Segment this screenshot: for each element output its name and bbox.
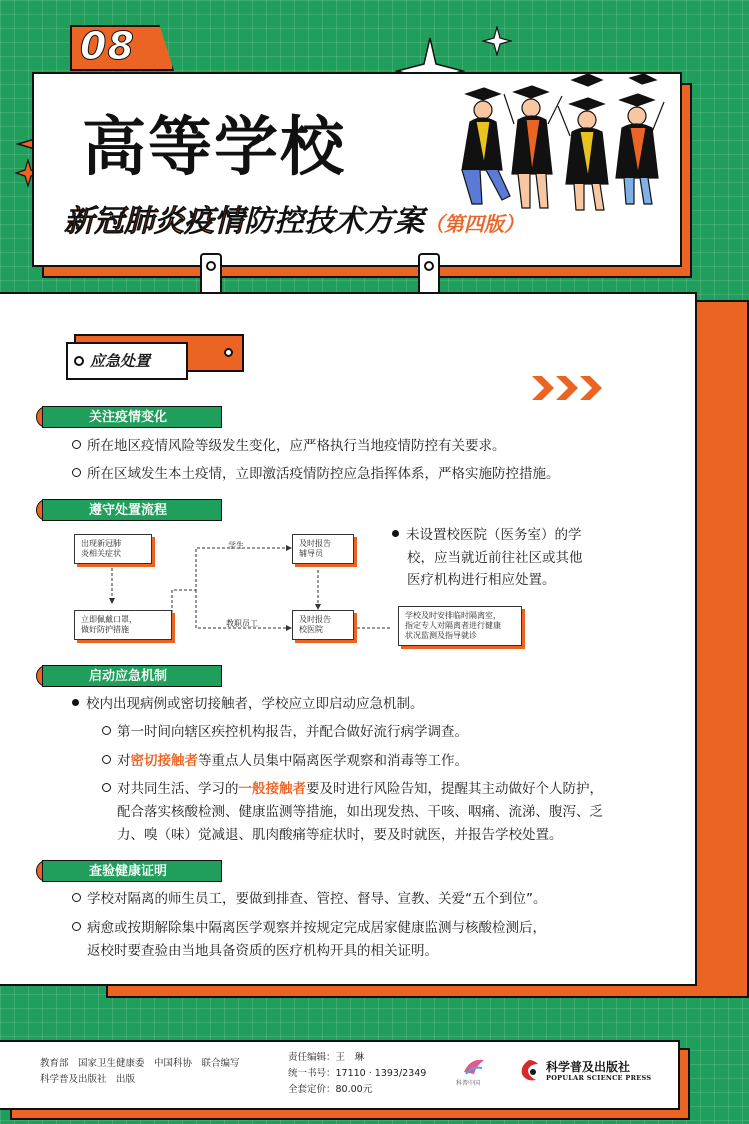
footer-publisher-line: 科学普及出版社 出版: [40, 1074, 136, 1085]
highlight-general-contact: 一般接触者: [238, 781, 306, 797]
list-item: 学校对隔离的师生员工，要做到排查、管控、督导、宣教、关爱“五个到位”。: [72, 889, 547, 909]
list-item-continued: 配合落实核酸检测、健康监测等措施，如出现发热、干咳、咽痛、流涕、腹泻、乏: [117, 804, 603, 820]
bullet-icon: [392, 530, 399, 537]
list-item-continued: 力、嗅（味）觉减退、肌肉酸痛等症状时，要及时就医，并报告学校处置。: [117, 827, 563, 843]
dot-icon: [224, 348, 233, 357]
list-item: 所在区域发生本土疫情，立即激活疫情防控应急指挥体系，严格实施防控措施。: [72, 464, 560, 484]
section-tag: [66, 342, 188, 380]
list-item: 对密切接触者等重点人员集中隔离医学观察和消毒等工作。: [102, 751, 468, 771]
list-item: 病愈或按期解除集中隔离医学观察并按规定完成居家健康监测与核酸检测后，: [72, 918, 546, 938]
flow-label-staff: 教职员工: [226, 619, 258, 628]
ring-icon: [102, 755, 111, 764]
list-item-continued: 返校时要查验由当地具备资质的医疗机构开具的相关证明。: [87, 943, 438, 959]
flow-box-isolation: 学校及时安排临时隔离室， 指定专人对隔离者进行健康 状况监测及指导就诊: [398, 606, 522, 646]
flow-box-mask: 立即佩戴口罩， 做好防护措施: [74, 610, 172, 640]
flow-box-clinic: 及时报告 校医院: [292, 610, 354, 640]
page-title: 高等学校: [82, 111, 346, 185]
subtitle-highlight: 新冠肺炎疫情: [64, 204, 244, 239]
bullet-icon: [72, 699, 79, 706]
graduates-illustration: [452, 74, 670, 212]
kepu-logo-icon: [462, 1056, 486, 1076]
list-item: 第一时间向辖区疾控机构报告，并配合做好流行病学调查。: [102, 722, 468, 742]
ring-icon: [72, 922, 81, 931]
flow-label-student: 学生: [228, 541, 244, 550]
ring-icon: [72, 440, 81, 449]
footer-orgs: 教育部 国家卫生健康委 中国科协 联合编写: [40, 1058, 240, 1069]
publisher-logo-icon: [518, 1058, 540, 1084]
flow-note: 校，应当就近前往社区或其他: [407, 550, 583, 566]
block-heading: 遵守处置流程: [42, 499, 222, 521]
ring-icon: [102, 783, 111, 792]
block-heading: 关注疫情变化: [42, 406, 222, 428]
publisher-name-cn: 科学普及出版社: [546, 1060, 631, 1074]
ring-icon: [72, 468, 81, 477]
list-item: 所在地区疫情风险等级发生变化，应严格执行当地疫情防控有关要求。: [72, 436, 506, 456]
footer-editor: 责任编辑：王 琳: [288, 1052, 365, 1063]
ring-icon: [72, 893, 81, 902]
edition-label: （第四版）: [424, 212, 524, 236]
subtitle-rest: 防控技术方案: [244, 204, 424, 239]
poster-number: 08: [80, 24, 135, 68]
flow-box-symptoms: 出现新冠肺 炎相关症状: [74, 534, 152, 564]
publisher-name-en: POPULAR SCIENCE PRESS: [546, 1074, 652, 1082]
footer-price: 全套定价：80.00元: [288, 1084, 373, 1095]
highlight-close-contact: 密切接触者: [130, 753, 198, 769]
block-heading: 启动应急机制: [42, 665, 222, 687]
footer-book-number: 统一书号：17110 · 1393/2349: [288, 1068, 427, 1079]
list-item: 校内出现病例或密切接触者，学校应立即启动应急机制。: [72, 694, 424, 714]
flow-note: 未设置校医院（医务室）的学: [392, 525, 582, 545]
sparkle-icon: [482, 26, 512, 56]
flow-box-counselor: 及时报告 辅导员: [292, 534, 354, 564]
list-item: 对共同生活、学习的一般接触者要及时进行风险告知，提醒其主动做好个人防护，: [102, 779, 603, 799]
ring-icon: [102, 726, 111, 735]
kepu-logo-text: 科普中国: [456, 1080, 481, 1087]
ring-icon: [74, 356, 84, 366]
block-heading: 查验健康证明: [42, 860, 222, 882]
section-tag-label: 应急处置: [90, 352, 151, 370]
flow-note: 医疗机构进行相应处置。: [407, 572, 556, 588]
